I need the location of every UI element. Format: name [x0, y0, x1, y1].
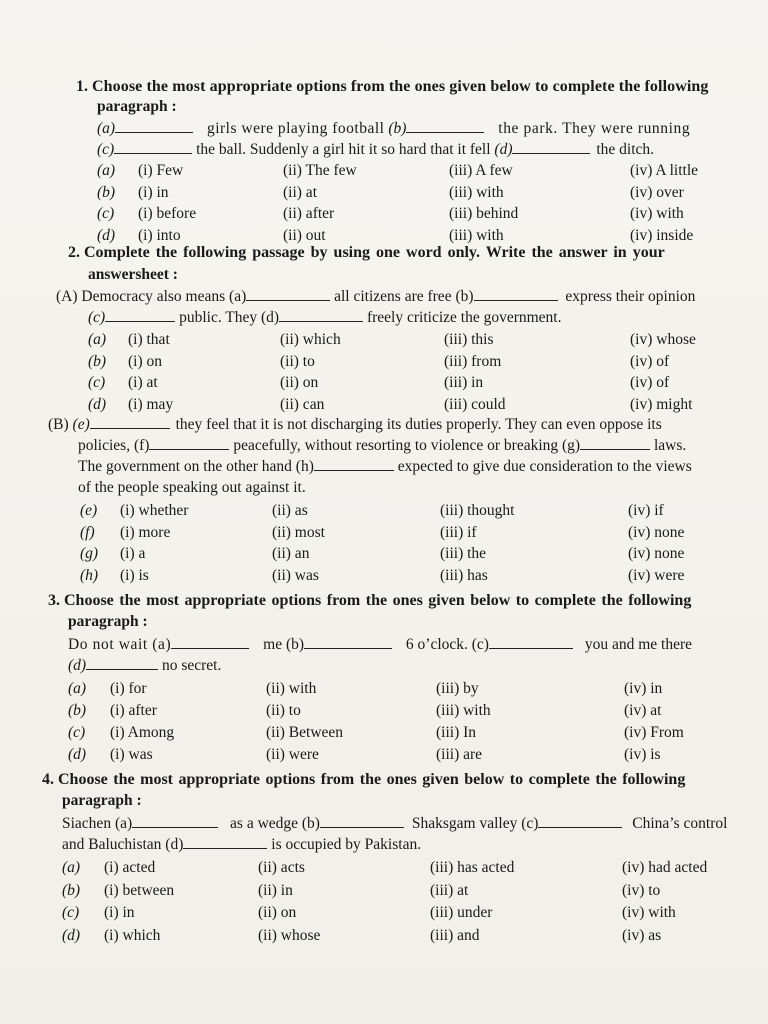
- option-i: (i) acted: [104, 859, 156, 876]
- q4-paragraph-line-2: [62, 836, 421, 854]
- q2-number: 2.: [68, 244, 80, 261]
- option-row-label: (c): [88, 374, 106, 391]
- q2-text: freely criticize the government.: [366, 309, 562, 326]
- option-ii: (ii) were: [266, 746, 319, 763]
- option-iii: (iii) the: [440, 545, 487, 562]
- q1-blank-c-label: (c): [97, 141, 115, 158]
- q3-blank-b: [304, 636, 392, 649]
- option-iii: (iii) behind: [449, 205, 519, 222]
- q1-blank-d: [512, 141, 590, 154]
- q2-text: Democracy also means (a): [81, 288, 247, 305]
- q2-text: expected to give due consideration to the views: [397, 458, 692, 475]
- q2-blank-h: [314, 458, 394, 471]
- option-row-label: (h): [80, 566, 99, 584]
- q1-text: the ball. Suddenly a girl hit it so hard that it fell: [196, 141, 491, 158]
- q1-blank-a: [115, 120, 193, 133]
- option-iii: (iii) at: [430, 881, 469, 899]
- q2-b-line-2: [78, 437, 686, 455]
- option-iv: (iv) had acted: [622, 859, 708, 876]
- option-i: (i) whether: [120, 502, 189, 519]
- option-i: (i) for: [110, 680, 147, 697]
- option-i: (i) Few: [138, 162, 184, 179]
- option-row-label: (b): [68, 702, 87, 719]
- option-i: (i) at: [128, 374, 158, 391]
- q4-text: is occupied by Pakistan.: [271, 836, 422, 853]
- q2-part-a-label: (A): [56, 288, 78, 305]
- option-ii: (ii) at: [283, 183, 317, 201]
- q3-text: 6 o’clock. (c): [405, 636, 489, 653]
- option-i: (i) was: [110, 746, 153, 763]
- q3-blank-a: [171, 636, 249, 649]
- q1-text: the ditch.: [596, 141, 655, 158]
- q2-blank-c-label: (c): [88, 309, 106, 326]
- option-iv: (iv) of: [630, 352, 670, 370]
- q3-blank-d: [86, 657, 158, 670]
- option-ii: (ii) which: [280, 331, 341, 348]
- option-ii: (ii) was: [272, 566, 319, 584]
- option-iv: (iv) as: [622, 926, 662, 944]
- q3-text: you and me there: [584, 636, 693, 653]
- q2-text: all citizens are free (b): [334, 288, 474, 305]
- q2-blank-a: [246, 288, 330, 301]
- q3-blank-d-label: (d): [68, 657, 87, 674]
- option-row-label: (b): [97, 183, 116, 201]
- q2-text: laws.: [653, 437, 687, 454]
- q4-heading-line-1: [42, 771, 685, 789]
- option-row-label: (a): [68, 680, 87, 697]
- option-iii: (iii) with: [436, 702, 491, 719]
- q4-text: as a wedge (b): [230, 815, 320, 832]
- option-ii: (ii) after: [283, 205, 335, 222]
- q3-text: me (b): [263, 636, 305, 653]
- option-row-label: (f): [80, 523, 95, 541]
- q3-heading-line-1: [48, 592, 691, 610]
- option-iii: (iii) could: [444, 395, 506, 413]
- option-row-label: (c): [68, 724, 86, 741]
- q1-blank-d-label: (d): [494, 141, 513, 158]
- q1-heading-line-1: [76, 78, 709, 96]
- q4-heading-line-2: paragraph :: [62, 792, 142, 809]
- option-iv: (iv) might: [630, 395, 693, 413]
- option-iv: (iv) whose: [630, 331, 696, 348]
- option-iv: (iv) with: [630, 205, 684, 222]
- q1-heading-line-2: paragraph :: [97, 98, 177, 115]
- q2-blank-d: [279, 309, 363, 322]
- option-iii: (iii) in: [444, 374, 484, 391]
- option-i: (i) that: [128, 331, 170, 348]
- option-i: (i) in: [138, 183, 169, 201]
- q1-blank-a-label: (a): [97, 120, 116, 137]
- option-row-label: (g): [80, 545, 99, 562]
- q1-paragraph-line-1: [97, 120, 690, 138]
- option-i: (i) before: [138, 205, 197, 222]
- q2-blank-e: [90, 416, 170, 429]
- option-iii: (iii) if: [440, 523, 477, 541]
- option-iii: (iii) this: [444, 331, 494, 348]
- option-iv: (iv) none: [628, 545, 685, 562]
- option-iv: (iv) if: [628, 502, 664, 519]
- q2-heading-text: Complete the following passage by using one word only. Write the answer in your: [84, 244, 665, 261]
- option-iii: (iii) thought: [440, 502, 515, 519]
- option-ii: (ii) Between: [266, 724, 344, 741]
- option-iii: (iii) has: [440, 566, 488, 584]
- option-ii: (ii) most: [272, 523, 325, 541]
- q2-blank-f: [149, 437, 229, 450]
- option-i: (i) after: [110, 702, 157, 719]
- option-row-label: (b): [62, 881, 81, 899]
- option-iv: (iv) From: [624, 724, 684, 741]
- q2-text: they feel that it is not discharging its duties properly. They can even oppose its: [175, 416, 662, 433]
- q4-text: China’s control: [632, 815, 728, 832]
- q2-part-b-label: (B): [48, 416, 69, 433]
- q1-number: 1.: [76, 78, 88, 95]
- q2-a-line-2: [88, 309, 561, 327]
- option-i: (i) is: [120, 566, 149, 584]
- option-ii: (ii) as: [272, 502, 308, 519]
- q1-paragraph-line-2: [97, 141, 654, 159]
- option-row-label: (d): [62, 926, 81, 944]
- q4-blank-c: [538, 815, 622, 828]
- option-iii: (iii) with: [449, 226, 504, 244]
- option-iii: (iii) and: [430, 926, 480, 944]
- option-iv: (iv) inside: [630, 226, 694, 244]
- option-iii: (iii) by: [436, 680, 479, 697]
- option-iii: (iii) A few: [449, 162, 513, 179]
- q3-paragraph-line-2: [68, 657, 221, 675]
- q2-b-line-1: [48, 416, 662, 434]
- q2-heading-line-1: [68, 244, 665, 262]
- option-iv: (iv) to: [622, 881, 661, 899]
- option-i: (i) into: [138, 226, 181, 244]
- option-ii: (ii) to: [266, 702, 301, 719]
- option-ii: (ii) out: [283, 226, 326, 244]
- option-iv: (iv) A little: [630, 162, 699, 179]
- option-i: (i) may: [128, 395, 174, 413]
- option-i: (i) Among: [110, 724, 175, 741]
- option-iv: (iv) none: [628, 523, 685, 541]
- q3-text: no secret.: [161, 657, 222, 674]
- q2-text: policies, (f): [78, 437, 150, 454]
- q3-text: Do not wait (a): [68, 636, 172, 653]
- q4-blank-d: [183, 836, 267, 849]
- option-row-label: (a): [62, 859, 81, 876]
- option-ii: (ii) acts: [258, 859, 305, 876]
- option-i: (i) between: [104, 881, 175, 899]
- q3-heading-text: Choose the most appropriate options from the ones given below to complete the following: [64, 592, 692, 609]
- option-iv: (iv) at: [624, 702, 662, 719]
- q4-paragraph-line-1: [62, 815, 727, 833]
- option-i: (i) on: [128, 352, 163, 370]
- option-row-label: (a): [88, 331, 107, 348]
- option-iii: (iii) from: [444, 352, 502, 370]
- q1-heading-text: Choose the most appropriate options from the ones given below to complete the following: [92, 78, 709, 95]
- q2-text: express their opinion: [565, 288, 696, 305]
- q1-text: the park. They were running: [498, 120, 691, 137]
- q2-blank-e-label: (e): [72, 416, 90, 433]
- option-row-label: (c): [62, 904, 80, 921]
- q3-heading-line-2: paragraph :: [68, 613, 148, 630]
- option-i: (i) in: [104, 904, 135, 921]
- option-ii: (ii) in: [258, 881, 293, 899]
- option-iv: (iv) over: [630, 183, 684, 201]
- option-row-label: (a): [97, 162, 116, 179]
- q4-text: Siachen (a): [62, 815, 133, 832]
- option-row-label: (b): [88, 352, 107, 370]
- q4-heading-text: Choose the most appropriate options from the ones given below to complete the following: [58, 771, 686, 788]
- option-iii: (iii) with: [449, 183, 504, 201]
- q2-text: public. They (d): [179, 309, 280, 326]
- q3-number: 3.: [48, 592, 60, 609]
- q2-a-line-1: [56, 288, 695, 306]
- option-ii: (ii) can: [280, 395, 325, 413]
- option-iv: (iv) of: [630, 374, 670, 391]
- option-iii: (iii) In: [436, 724, 477, 741]
- q4-text: Shaksgam valley (c): [411, 815, 539, 832]
- option-ii: (ii) The few: [283, 162, 357, 179]
- option-iv: (iv) were: [628, 566, 685, 584]
- option-iii: (iii) are: [436, 746, 483, 763]
- q2-b-line-4: of the people speaking out against it.: [78, 479, 306, 496]
- q3-paragraph-line-1: [68, 636, 692, 654]
- q2-b-line-3: [78, 458, 692, 476]
- q4-text: and Baluchistan (d): [62, 836, 184, 853]
- option-row-label: (d): [68, 746, 87, 763]
- q1-blank-b: [406, 120, 484, 133]
- option-row-label: (d): [97, 226, 116, 244]
- option-iv: (iv) with: [622, 904, 676, 921]
- option-ii: (ii) an: [272, 545, 310, 562]
- option-ii: (ii) with: [266, 680, 317, 697]
- q2-text: peacefully, without resorting to violence or breaking (g): [233, 437, 581, 454]
- q2-text: The government on the other hand (h): [78, 458, 314, 475]
- q4-number: 4.: [42, 771, 54, 788]
- option-i: (i) which: [104, 926, 161, 944]
- option-iii: (iii) has acted: [430, 859, 515, 876]
- option-ii: (ii) on: [280, 374, 319, 391]
- q1-text: girls were playing football: [206, 120, 385, 137]
- option-ii: (ii) whose: [258, 926, 321, 944]
- option-row-label: (c): [97, 205, 115, 222]
- option-ii: (ii) on: [258, 904, 297, 921]
- q1-blank-c: [114, 141, 192, 154]
- option-row-label: (e): [80, 502, 98, 519]
- q2-heading-line-2: answersheet :: [88, 266, 178, 283]
- option-iii: (iii) under: [430, 904, 493, 921]
- q4-blank-a: [132, 815, 218, 828]
- q2-blank-c: [105, 309, 175, 322]
- option-iv: (iv) is: [624, 746, 661, 763]
- option-i: (i) a: [120, 545, 146, 562]
- q2-blank-b: [474, 288, 558, 301]
- q4-blank-b: [320, 815, 404, 828]
- q1-blank-b-label: (b): [388, 120, 407, 137]
- option-row-label: (d): [88, 395, 107, 413]
- q2-blank-g: [580, 437, 650, 450]
- q3-blank-c: [489, 636, 573, 649]
- option-iv: (iv) in: [624, 680, 663, 697]
- option-i: (i) more: [120, 523, 171, 541]
- option-ii: (ii) to: [280, 352, 315, 370]
